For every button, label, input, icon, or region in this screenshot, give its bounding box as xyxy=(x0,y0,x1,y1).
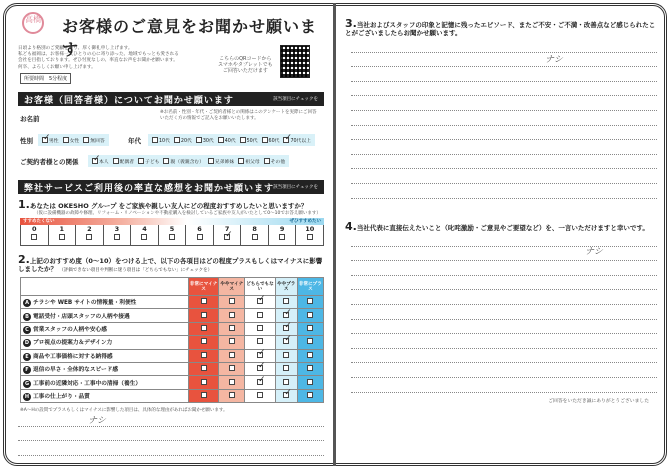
item-label: B 電話受付・店頭スタッフの人柄や接遇 xyxy=(21,309,189,322)
table-header-row xyxy=(21,278,324,296)
checkbox-icon[interactable] xyxy=(240,137,246,143)
rating-cell[interactable] xyxy=(245,376,275,389)
rating-cell[interactable] xyxy=(297,309,323,322)
checkbox-icon[interactable] xyxy=(201,325,207,331)
answer-line[interactable] xyxy=(351,349,657,364)
relation-option[interactable]: ✓ 本人 xyxy=(92,158,109,165)
checkbox-icon[interactable] xyxy=(283,379,289,385)
column-header: 非常にマイナス xyxy=(189,278,219,296)
center-binding xyxy=(333,3,336,466)
checkbox-icon[interactable] xyxy=(264,158,270,164)
checkbox-icon[interactable] xyxy=(257,338,263,344)
rating-cell[interactable] xyxy=(297,322,323,335)
column-header: ややマイナス xyxy=(219,278,245,296)
q3-handwritten-answer: ナシ xyxy=(545,55,563,65)
rating-cell[interactable] xyxy=(245,389,275,402)
checkbox-icon[interactable] xyxy=(283,365,289,371)
table-row xyxy=(21,349,324,362)
checkbox-icon[interactable] xyxy=(229,352,235,358)
checkbox-icon[interactable] xyxy=(283,392,289,398)
checkbox-icon[interactable] xyxy=(59,234,65,240)
scale-option[interactable]: 9 xyxy=(268,225,296,245)
scale-option[interactable]: 6 xyxy=(185,225,213,245)
rating-cell[interactable] xyxy=(297,336,323,349)
question-1: 1.あなたは OKESHO グループ をご家族や親しい友人にどの程度おすすめしたいと思いますか？ xyxy=(18,198,308,211)
answer-line[interactable] xyxy=(351,169,657,184)
q4-handwritten-answer: ナシ xyxy=(585,247,603,257)
scale-option[interactable]: 5 xyxy=(158,225,186,245)
checkbox-icon[interactable] xyxy=(283,325,289,331)
answer-line[interactable] xyxy=(351,38,657,53)
rating-cell[interactable] xyxy=(245,309,275,322)
handwritten-answer: ナシ xyxy=(88,416,106,426)
table-row xyxy=(21,336,324,349)
rating-cell[interactable] xyxy=(297,349,323,362)
rating-cell[interactable] xyxy=(189,349,219,362)
scale-option[interactable]: 3 xyxy=(103,225,131,245)
checkbox-icon[interactable] xyxy=(307,365,313,371)
answer-line[interactable] xyxy=(351,305,657,320)
column-header: 非常にプラス xyxy=(297,278,323,296)
checkbox-icon[interactable] xyxy=(238,158,244,164)
checkbox-icon[interactable] xyxy=(201,365,207,371)
checkbox-icon[interactable] xyxy=(229,365,235,371)
checkbox-icon[interactable] xyxy=(83,137,89,143)
scale-gradient: すすめたくない ぜひすすめたい xyxy=(20,218,324,225)
page-title: お客様のご意見をお聞かせ願います xyxy=(62,17,318,59)
rating-cell[interactable] xyxy=(189,296,219,309)
rating-cell[interactable] xyxy=(189,309,219,322)
seal-stamp: 高橋 xyxy=(22,12,44,34)
rating-cell[interactable] xyxy=(297,296,323,309)
answer-line[interactable] xyxy=(351,363,657,378)
column-header: ややプラス xyxy=(275,278,297,296)
rating-cell[interactable] xyxy=(219,322,245,335)
item-label: A チラシや WEB サイトの情報量・利便性 xyxy=(21,296,189,309)
right-page xyxy=(345,8,661,458)
scale-option[interactable]: 10 xyxy=(295,225,323,245)
footnote: ※A～Hの設問でプラスもしくはマイナスに影響した項目は、具体的な理由があればお聞かせ願います。 xyxy=(20,408,228,413)
checkbox-icon[interactable] xyxy=(197,234,203,240)
checkbox-icon[interactable] xyxy=(113,158,119,164)
checkbox-icon[interactable] xyxy=(229,392,235,398)
table-row xyxy=(21,362,324,375)
checkbox-icon[interactable] xyxy=(114,234,120,240)
scale-option[interactable]: 7 ✓ xyxy=(213,225,241,245)
item-label: E 商品や工事価格に対する納得感 xyxy=(21,349,189,362)
rating-cell[interactable] xyxy=(275,389,297,402)
age-options[interactable] xyxy=(148,134,315,146)
checkbox-icon[interactable] xyxy=(283,312,289,318)
item-label: F 返信の早さ・全体的なスピード感 xyxy=(21,362,189,375)
age-label: 年代 xyxy=(128,137,141,145)
letter-badge-icon: G xyxy=(24,380,30,387)
answer-line[interactable] xyxy=(351,276,657,291)
section-feedback-header: 弊社サービスご利用後の率直な感想をお聞かせ願います 該当項目にチェックを xyxy=(18,180,324,194)
answer-line[interactable] xyxy=(351,67,657,82)
checkbox-icon[interactable] xyxy=(252,234,258,240)
checkbox-icon[interactable] xyxy=(307,234,313,240)
relation-option[interactable]: 配偶者 xyxy=(113,158,134,165)
gender-option[interactable]: ✓ 男性 xyxy=(42,137,59,144)
checkbox-icon[interactable] xyxy=(257,325,263,331)
rating-cell[interactable] xyxy=(189,362,219,375)
checkbox-icon[interactable] xyxy=(163,158,169,164)
recommend-scale xyxy=(20,218,324,246)
answer-line[interactable] xyxy=(351,184,657,199)
checkbox-icon[interactable] xyxy=(257,352,263,358)
table-row xyxy=(21,296,324,309)
checkbox-icon[interactable] xyxy=(201,352,207,358)
rating-cell[interactable] xyxy=(189,322,219,335)
age-option[interactable]: 30代 xyxy=(196,137,214,144)
scale-option[interactable]: 4 xyxy=(130,225,158,245)
answer-line[interactable] xyxy=(351,378,657,393)
qr-caption: こちらのQRコードから スマホやタブレットでも ご回答いただけます xyxy=(218,56,273,74)
answer-line[interactable] xyxy=(351,111,657,126)
checkbox-icon[interactable] xyxy=(92,158,98,164)
gender-option[interactable]: 無回答 xyxy=(83,137,104,144)
name-label: お名前 xyxy=(20,115,40,123)
rating-cell[interactable] xyxy=(275,336,297,349)
time-required: 所要時間 5分程度 xyxy=(20,73,71,84)
age-option[interactable]: 10代 xyxy=(152,137,170,144)
checkbox-icon[interactable] xyxy=(229,298,235,304)
answer-line[interactable] xyxy=(351,82,657,97)
gender-options[interactable] xyxy=(38,134,109,146)
intro-text: 日頃より格別のご愛顧を賜り、厚く御礼申し上げます。 私ども福岡は、お客様一人ひとりの心に寄り添った、地域でもっとも愛される 会社を目指しております。ぜひ忖度なしの、率直なお声をお聞かせ願います。 何卒、よろしくお願い申し上げます。 xyxy=(18,46,179,70)
table-row xyxy=(21,322,324,335)
relation-option[interactable]: その他 xyxy=(264,158,285,165)
answer-line[interactable] xyxy=(351,261,657,276)
age-option[interactable]: 20代 xyxy=(174,137,192,144)
checkbox-icon[interactable] xyxy=(257,365,263,371)
checkbox-icon[interactable] xyxy=(201,392,207,398)
rating-cell[interactable] xyxy=(275,362,297,375)
scale-option[interactable]: 1 xyxy=(48,225,76,245)
checkbox-icon[interactable] xyxy=(229,338,235,344)
rating-cell[interactable] xyxy=(219,349,245,362)
name-note: ※お名前・性別・年代・ご契約者様との関係はこのアンケートを実際にご回答いただく方の情報でご記入をお願いいたします。 xyxy=(160,110,317,121)
checkbox-icon[interactable] xyxy=(229,379,235,385)
rating-cell[interactable] xyxy=(219,336,245,349)
qr-code-icon[interactable] xyxy=(280,45,310,78)
checkbox-icon[interactable] xyxy=(307,312,313,318)
gender-label: 性別 xyxy=(20,137,33,145)
checkbox-icon[interactable] xyxy=(201,338,207,344)
relation-option[interactable]: 親（義親含む） xyxy=(163,158,204,165)
rating-cell[interactable] xyxy=(219,376,245,389)
scale-option[interactable]: 0 xyxy=(21,225,48,245)
relation-label: ご契約者様との関係 xyxy=(20,158,79,166)
item-label: C 営業スタッフの人柄や安心感 xyxy=(21,322,189,335)
answer-line[interactable] xyxy=(351,96,657,111)
letter-badge-icon: B xyxy=(23,313,31,321)
checkbox-icon[interactable] xyxy=(229,325,235,331)
question-4: 4.当社代表に直接伝えたいこと（叱咤激励・ご意見やご要望など）を、一言いただけますと幸いです。 xyxy=(345,220,649,233)
letter-badge-icon: E xyxy=(23,353,31,361)
age-option[interactable]: 40代 xyxy=(218,137,236,144)
rating-cell[interactable] xyxy=(189,389,219,402)
scale-option[interactable]: 8 xyxy=(240,225,268,245)
table-row xyxy=(21,376,324,389)
checkbox-icon[interactable] xyxy=(283,298,289,304)
checkbox-icon[interactable] xyxy=(86,234,92,240)
checkbox-icon[interactable] xyxy=(283,338,289,344)
thank-you-text: ご回答をいただき誠にありがとうございました xyxy=(548,399,649,404)
rating-cell[interactable] xyxy=(245,322,275,335)
checkbox-icon[interactable] xyxy=(257,298,263,304)
gender-option[interactable]: 女性 xyxy=(63,137,80,144)
question-3: 3.当社およびスタッフの印象と記憶に残ったエピソード、またご不安・ご不満・改善点など感じられたことがございましたらお聞かせ願います。 xyxy=(345,17,656,37)
checkbox-icon[interactable] xyxy=(307,298,313,304)
answer-line[interactable] xyxy=(351,53,657,68)
checkbox-icon[interactable] xyxy=(279,234,285,240)
checkbox-icon[interactable] xyxy=(257,379,263,385)
scale-option[interactable]: 2 xyxy=(75,225,103,245)
question-2: 2.上記のおすすめ度（0～10）をつける上で、以下の各項目はどの程度プラスもしくはマイナスに影響しましたか？ （評価できない項目や判断に迷う項目は「どちらでもない」にチェックを） xyxy=(18,253,323,273)
checkbox-icon[interactable] xyxy=(307,379,313,385)
checkbox-icon[interactable] xyxy=(307,352,313,358)
answer-line[interactable] xyxy=(351,290,657,305)
rating-cell[interactable] xyxy=(219,296,245,309)
age-option[interactable]: 60代 xyxy=(262,137,280,144)
checkbox-icon[interactable] xyxy=(307,325,313,331)
age-option[interactable]: 50代 xyxy=(240,137,258,144)
checkbox-icon[interactable] xyxy=(201,379,207,385)
q4-answer-lines[interactable] xyxy=(351,232,657,393)
relation-option[interactable]: 兄弟姉妹 xyxy=(208,158,234,165)
table-row xyxy=(21,309,324,322)
checkbox-icon[interactable] xyxy=(174,137,180,143)
item-label: D プロ視点の提案力＆デザイン力 xyxy=(21,336,189,349)
checkbox-icon[interactable] xyxy=(307,392,313,398)
relation-option[interactable]: 子ども xyxy=(138,158,159,165)
letter-badge-icon: C xyxy=(23,326,31,334)
rating-cell[interactable] xyxy=(189,336,219,349)
checkbox-icon[interactable] xyxy=(138,158,144,164)
rating-cell[interactable] xyxy=(275,349,297,362)
checkbox-icon[interactable] xyxy=(201,298,207,304)
letter-badge-icon: A xyxy=(23,299,31,307)
checkbox-icon[interactable] xyxy=(257,392,263,398)
table-row xyxy=(21,389,324,402)
checkbox-icon[interactable] xyxy=(229,312,235,318)
rating-cell[interactable] xyxy=(219,362,245,375)
checkbox-icon[interactable] xyxy=(307,338,313,344)
checkbox-icon[interactable] xyxy=(262,137,268,143)
rating-cell[interactable] xyxy=(297,389,323,402)
checkbox-icon[interactable] xyxy=(283,137,289,143)
checkbox-icon[interactable] xyxy=(257,312,263,318)
answer-line[interactable] xyxy=(351,155,657,170)
rating-table xyxy=(20,277,324,403)
checkbox-icon[interactable] xyxy=(63,137,69,143)
answer-line[interactable] xyxy=(351,126,657,141)
question-1-note: （仮に設備機器の故障や修理、リフォーム・リノベーションや不動産購入を検討しているご家族や友人がいたとして0～10でお答え願います） xyxy=(34,211,321,216)
checkbox-icon[interactable] xyxy=(42,137,48,143)
rating-cell[interactable] xyxy=(219,309,245,322)
rating-cell[interactable] xyxy=(245,296,275,309)
answer-line[interactable] xyxy=(351,334,657,349)
answer-line[interactable] xyxy=(351,232,657,247)
checkbox-icon[interactable] xyxy=(283,352,289,358)
section-respondent-header: お客様（回答者様）についてお聞かせ願います 該当項目にチェックを xyxy=(18,92,324,106)
letter-badge-icon: F xyxy=(23,366,31,374)
answer-line[interactable] xyxy=(351,320,657,335)
relation-option[interactable]: 祖父母 xyxy=(238,158,259,165)
rating-cell[interactable] xyxy=(219,389,245,402)
q3-answer-lines[interactable] xyxy=(351,38,657,199)
checkbox-icon[interactable] xyxy=(224,234,230,240)
checkbox-icon[interactable] xyxy=(169,234,175,240)
item-label: H 工事の仕上がり・品質 xyxy=(21,389,189,402)
checkbox-icon[interactable] xyxy=(141,234,147,240)
reason-lines[interactable] xyxy=(18,412,324,456)
answer-line[interactable] xyxy=(351,140,657,155)
checkbox-icon[interactable] xyxy=(196,137,202,143)
checkbox-icon[interactable] xyxy=(208,158,214,164)
answer-line[interactable] xyxy=(351,247,657,262)
checkbox-icon[interactable] xyxy=(31,234,37,240)
item-label: G 工事前の近隣対応・工事中の清掃（養生） xyxy=(21,376,189,389)
left-page xyxy=(12,8,328,458)
checkbox-icon[interactable] xyxy=(152,137,158,143)
age-option[interactable]: ✓ 70代以上 xyxy=(283,137,311,144)
checkbox-icon[interactable] xyxy=(218,137,224,143)
rating-cell[interactable] xyxy=(189,376,219,389)
rating-cell[interactable] xyxy=(297,362,323,375)
relation-options[interactable] xyxy=(88,155,289,167)
column-header: どちらでもない xyxy=(245,278,275,296)
letter-badge-icon: D xyxy=(24,340,30,347)
letter-badge-icon: H xyxy=(24,393,30,400)
rating-cell[interactable] xyxy=(297,376,323,389)
checkbox-icon[interactable] xyxy=(201,312,207,318)
